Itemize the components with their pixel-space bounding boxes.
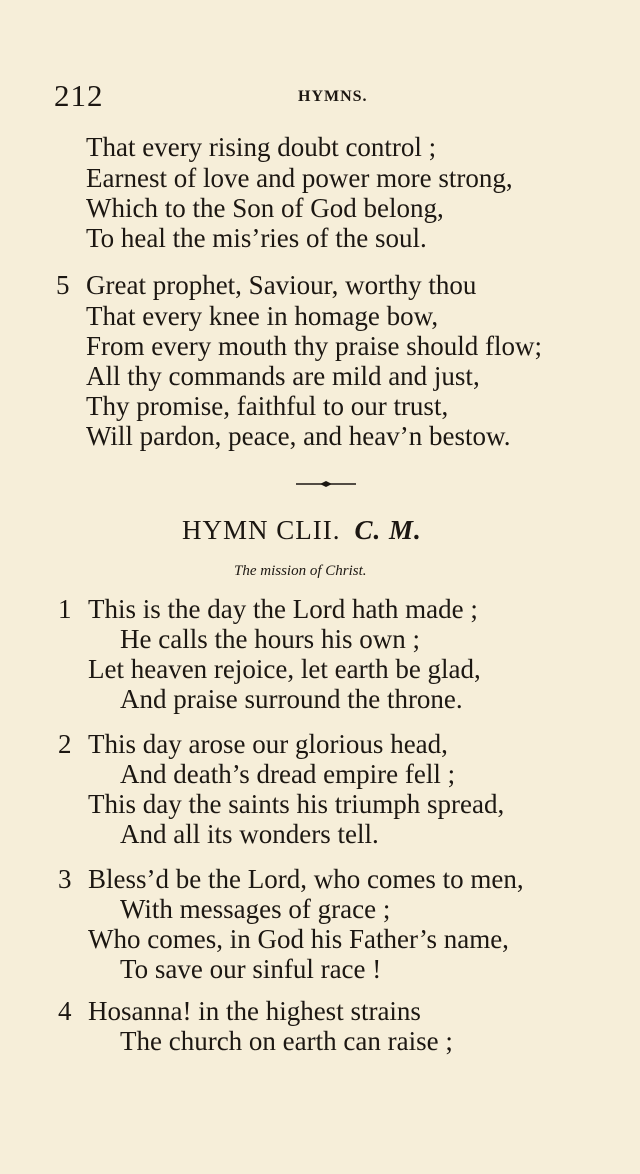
verse-line: From every mouth thy praise should flow; [86, 331, 542, 361]
verse-line: He calls the hours his own ; [120, 624, 420, 654]
verse-line: And all its wonders tell. [120, 819, 379, 849]
page-number: 212 [54, 78, 104, 113]
hymn-meter: C. M. [354, 515, 422, 545]
verse-number: 1 [58, 594, 72, 624]
verse-line: Let heaven rejoice, let earth be glad, [88, 654, 481, 684]
verse-number: 3 [58, 864, 72, 894]
verse-line: Which to the Son of God belong, [86, 193, 444, 223]
running-head: HYMNS. [298, 88, 368, 105]
verse-line: Who comes, in God his Father’s name, [88, 924, 509, 954]
verse-line: Bless’d be the Lord, who comes to men, [88, 864, 524, 894]
hymn-subtitle: The mission of Christ. [234, 563, 367, 579]
hymn-heading [182, 515, 422, 546]
verse-line: This is the day the Lord hath made ; [88, 594, 478, 624]
hymn-title: HYMN CLII. [182, 515, 341, 545]
verse-line: The church on earth can raise ; [120, 1026, 453, 1056]
verse-line: Hosanna! in the highest strains [88, 996, 421, 1026]
verse-line: This day arose our glorious head, [88, 729, 448, 759]
section-divider-ornament [296, 480, 356, 488]
verse-line: That every knee in homage bow, [86, 301, 439, 331]
verse-line: To heal the mis’ries of the soul. [86, 223, 427, 253]
verse-number: 2 [58, 729, 72, 759]
verse-line: To save our sinful race ! [120, 954, 382, 984]
verse-line: Earnest of love and power more strong, [86, 163, 513, 193]
page-header [54, 78, 594, 112]
verse-line: All thy commands are mild and just, [86, 361, 480, 391]
verse-line: With messages of grace ; [120, 894, 391, 924]
verse-line: Great prophet, Saviour, worthy thou [86, 270, 477, 300]
verse-number: 4 [58, 996, 72, 1026]
verse-line: Will pardon, peace, and heav’n bestow. [86, 421, 511, 451]
verse-line: This day the saints his triumph spread, [88, 789, 505, 819]
verse-number: 5 [56, 270, 70, 300]
verse-line: And praise surround the throne. [120, 684, 463, 714]
verse-line: Thy promise, faithful to our trust, [86, 391, 449, 421]
verse-line: That every rising doubt control ; [86, 132, 437, 162]
verse-line: And death’s dread empire fell ; [120, 759, 456, 789]
